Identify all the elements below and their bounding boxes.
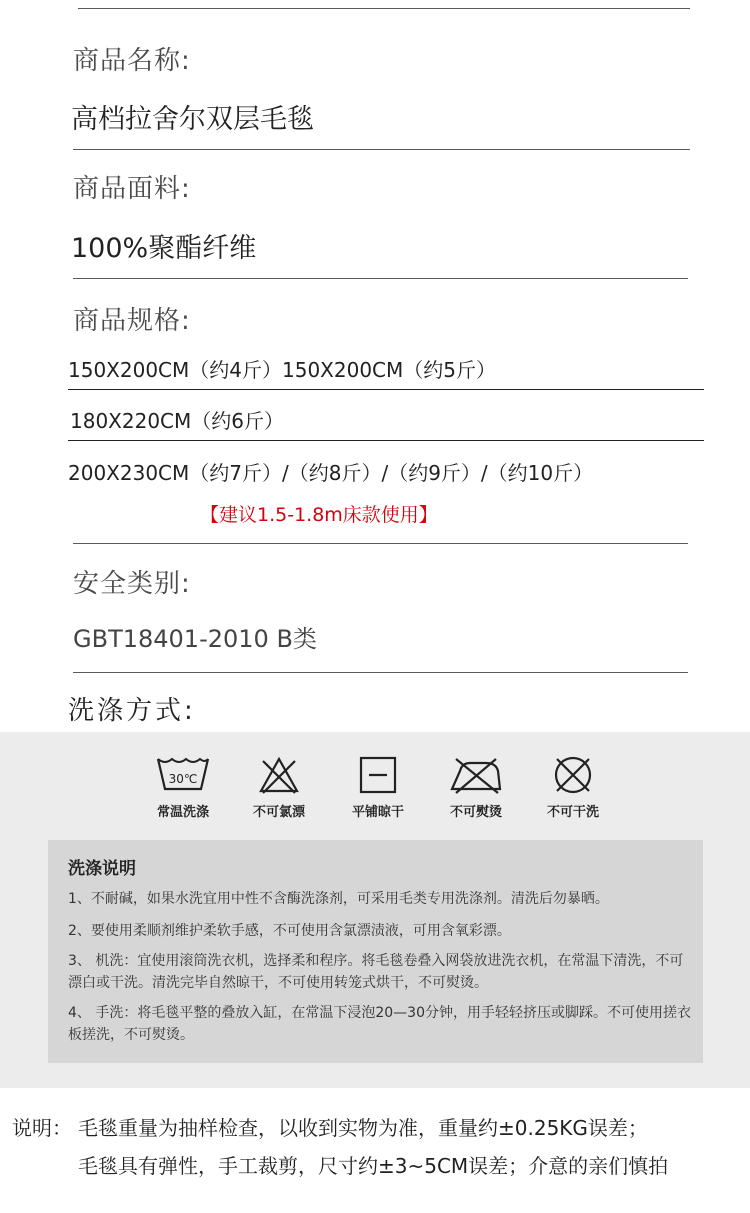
- washing-instructions: [48, 840, 703, 1063]
- wash-caption: 常温洗涤: [156, 805, 209, 820]
- divider: [78, 8, 690, 9]
- no-dry-clean-icon: [545, 755, 601, 795]
- instruction-item: 3、 机洗：宜使用滚筒洗衣机，选择柔和程序。将毛毯卷叠入网袋放进洗衣机，在常温下清洗，不可漂白或干洗。清洗完毕自然晾干，不可使用转笼式烘干，不可熨烫。: [68, 953, 684, 991]
- material-label: 商品面料:: [73, 174, 191, 204]
- bed-size-note: 【建议1.5-1.8m床款使用】: [200, 504, 438, 526]
- product-name-label: 商品名称:: [73, 46, 191, 76]
- no-iron-caption: 不可熨烫: [449, 805, 502, 820]
- specs-label: 商品规格:: [73, 306, 191, 336]
- flat-dry-caption: 平铺晾干: [351, 805, 404, 820]
- no-bleach-caption: 不可氯漂: [252, 805, 305, 820]
- footer-line: 毛毯重量为抽样检查，以收到实物为准，重量约±0.25KG误差；: [78, 1116, 648, 1140]
- instruction-item: 2、要使用柔顺剂维护柔软手感，不可使用含氯漂渍液，可用含氧彩漂。: [68, 923, 511, 939]
- wash-30-icon: [155, 755, 211, 795]
- no-iron-icon: [448, 755, 504, 795]
- divider: [68, 440, 704, 441]
- no-iron-item: [426, 755, 526, 820]
- divider: [73, 672, 688, 673]
- wash-temp: 30℃: [168, 772, 198, 786]
- instructions-title: 洗涤说明: [68, 859, 136, 879]
- product-name-value: 高档拉舍尔双层毛毯: [71, 104, 314, 135]
- wash-30-item: [133, 755, 233, 820]
- footer-line: 毛毯具有弹性，手工裁剪，尺寸约±3~5CM误差；介意的亲们慎拍: [78, 1154, 669, 1178]
- spec-line: 150X200CM（约4斤）150X200CM（约5斤）: [68, 358, 496, 382]
- washing-label: 洗涤方式:: [68, 696, 196, 726]
- flat-dry-item: [328, 755, 428, 820]
- safety-value: GBT18401-2010 B类: [73, 625, 317, 653]
- flat-dry-icon: [350, 755, 406, 795]
- instruction-item: 4、 手洗：将毛毯平整的叠放入缸，在常温下浸泡20—30分钟，用手轻轻挤压或脚踩。不可使用搓衣板搓洗，不可熨烫。: [68, 1005, 691, 1043]
- no-dry-clean-caption: 不可干洗: [546, 805, 599, 820]
- footer-prefix: 说明：: [12, 1116, 72, 1140]
- spec-line: 180X220CM（约6斤）: [70, 409, 284, 433]
- no-bleach-item: [229, 755, 329, 820]
- divider: [73, 278, 688, 279]
- divider: [68, 389, 704, 390]
- divider: [73, 543, 688, 544]
- spec-line: 200X230CM（约7斤）/（约8斤）/（约9斤）/（约10斤）: [68, 461, 594, 485]
- instruction-item: 1、不耐碱，如果水洗宜用中性不含酶洗涤剂，可采用毛类专用洗涤剂。清洗后勿暴晒。: [68, 891, 609, 907]
- no-bleach-icon: [251, 755, 307, 795]
- material-value: 100%聚酯纤维: [71, 233, 257, 264]
- divider: [73, 149, 690, 150]
- safety-label: 安全类别:: [73, 569, 191, 599]
- no-dry-clean-item: [523, 755, 623, 820]
